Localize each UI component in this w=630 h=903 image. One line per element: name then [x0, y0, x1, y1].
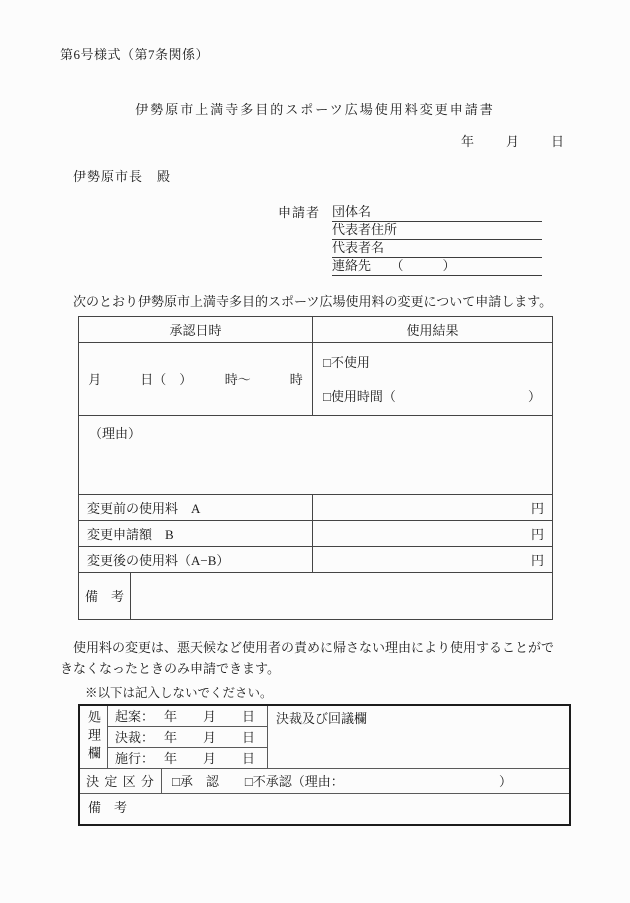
application-table [78, 316, 553, 620]
usage-time-line [323, 386, 552, 405]
processing-column [80, 706, 108, 768]
field-contact[interactable]: 連絡先 （ ） [332, 258, 542, 276]
datetime-usage-row [79, 342, 552, 415]
addressee-mayor: 伊勢原市長 殿 [73, 169, 172, 184]
approval-date-row[interactable] [108, 726, 267, 747]
reason-field[interactable] [79, 416, 552, 494]
form-title: 伊勢原市上満寺多目的スポーツ広場使用料変更申請書 [135, 102, 495, 117]
yen-unit: 円 [530, 552, 544, 568]
reason-row [79, 415, 552, 494]
fee-requested-label: 変更申請額 B [87, 526, 174, 542]
note-paragraph: 使用料の変更は、悪天候など使用者の責めに帰さない理由により使用することができなくなったときのみ申請できます。 [60, 639, 555, 676]
used-time-close-paren: ） [527, 389, 541, 404]
form-number: 第6号様式（第7条関係） [60, 47, 210, 62]
applicant-block [278, 204, 630, 276]
decision-category-label: 決 定 区 分 [80, 769, 162, 793]
enforcement-date-row[interactable] [108, 747, 267, 768]
header-approval-datetime: 承認日時 [169, 322, 222, 338]
processing-column-label: 処理欄 [86, 709, 101, 764]
fee-requested-amount-field[interactable] [312, 521, 552, 546]
field-organization-name[interactable]: 団体名 [332, 204, 542, 222]
office-remarks-field[interactable] [80, 793, 569, 824]
processing-dates-column [108, 706, 268, 768]
approval-datetime-field[interactable]: 月 日（ ） 時～ 時 [88, 372, 303, 387]
field-representative-address[interactable]: 代表者住所 [332, 222, 542, 240]
fee-row-after-change [79, 546, 552, 572]
field-representative-name[interactable]: 代表者名 [332, 240, 542, 258]
header-usage-result: 使用結果 [312, 317, 552, 342]
yen-unit: 円 [530, 500, 544, 516]
reason-label: （理由） [89, 425, 142, 441]
intro-paragraph: 次のとおり伊勢原市上満寺多目的スポーツ広場使用料の変更について申請します。 [60, 294, 553, 309]
fee-after-label: 変更後の使用料（A−B） [87, 552, 230, 568]
applicant-label: 申請者 [278, 205, 321, 220]
yen-unit: 円 [530, 526, 544, 542]
fee-row-requested-change [79, 520, 552, 546]
approval-circulation-field[interactable]: 決裁及び回議欄 [276, 710, 368, 726]
approval-label: 決裁： [115, 730, 155, 745]
checkbox-used-time[interactable]: □使用時間（ [323, 389, 396, 404]
remarks-field[interactable] [130, 573, 552, 619]
fee-after-amount-field[interactable] [312, 547, 552, 572]
office-use-table [78, 704, 571, 826]
table-header-row [79, 317, 552, 342]
checkbox-not-approved[interactable]: □不承認（理由： [218, 774, 344, 789]
draft-date-field[interactable]: 年 月 日 [163, 709, 255, 724]
processing-section [80, 706, 569, 768]
applicant-fields [332, 204, 542, 276]
draft-date-row[interactable] [108, 706, 267, 726]
approval-date-field[interactable]: 年 月 日 [163, 730, 255, 745]
usage-result-cell [312, 343, 552, 415]
checkbox-not-used[interactable]: □不使用 [323, 355, 370, 370]
application-date-field[interactable]: 年 月 日 [460, 134, 566, 149]
draft-label: 起案： [115, 709, 155, 724]
decision-options-cell [162, 769, 569, 793]
decision-reason-close-paren: ） [498, 774, 512, 789]
decision-row [80, 768, 569, 793]
enforcement-label: 施行： [115, 751, 155, 766]
fee-row-before-change [79, 494, 552, 520]
fee-before-amount-field[interactable] [312, 495, 552, 520]
remarks-label: 備 考 [84, 589, 124, 604]
checkbox-approved[interactable]: □承 認 [172, 774, 219, 789]
enforcement-date-field[interactable]: 年 月 日 [163, 751, 255, 766]
office-use-note: ※以下は記入しないでください。 [85, 685, 273, 700]
fee-before-label: 変更前の使用料 A [87, 500, 201, 516]
office-remarks-label: 備 考 [88, 799, 128, 815]
remarks-row [79, 572, 552, 619]
